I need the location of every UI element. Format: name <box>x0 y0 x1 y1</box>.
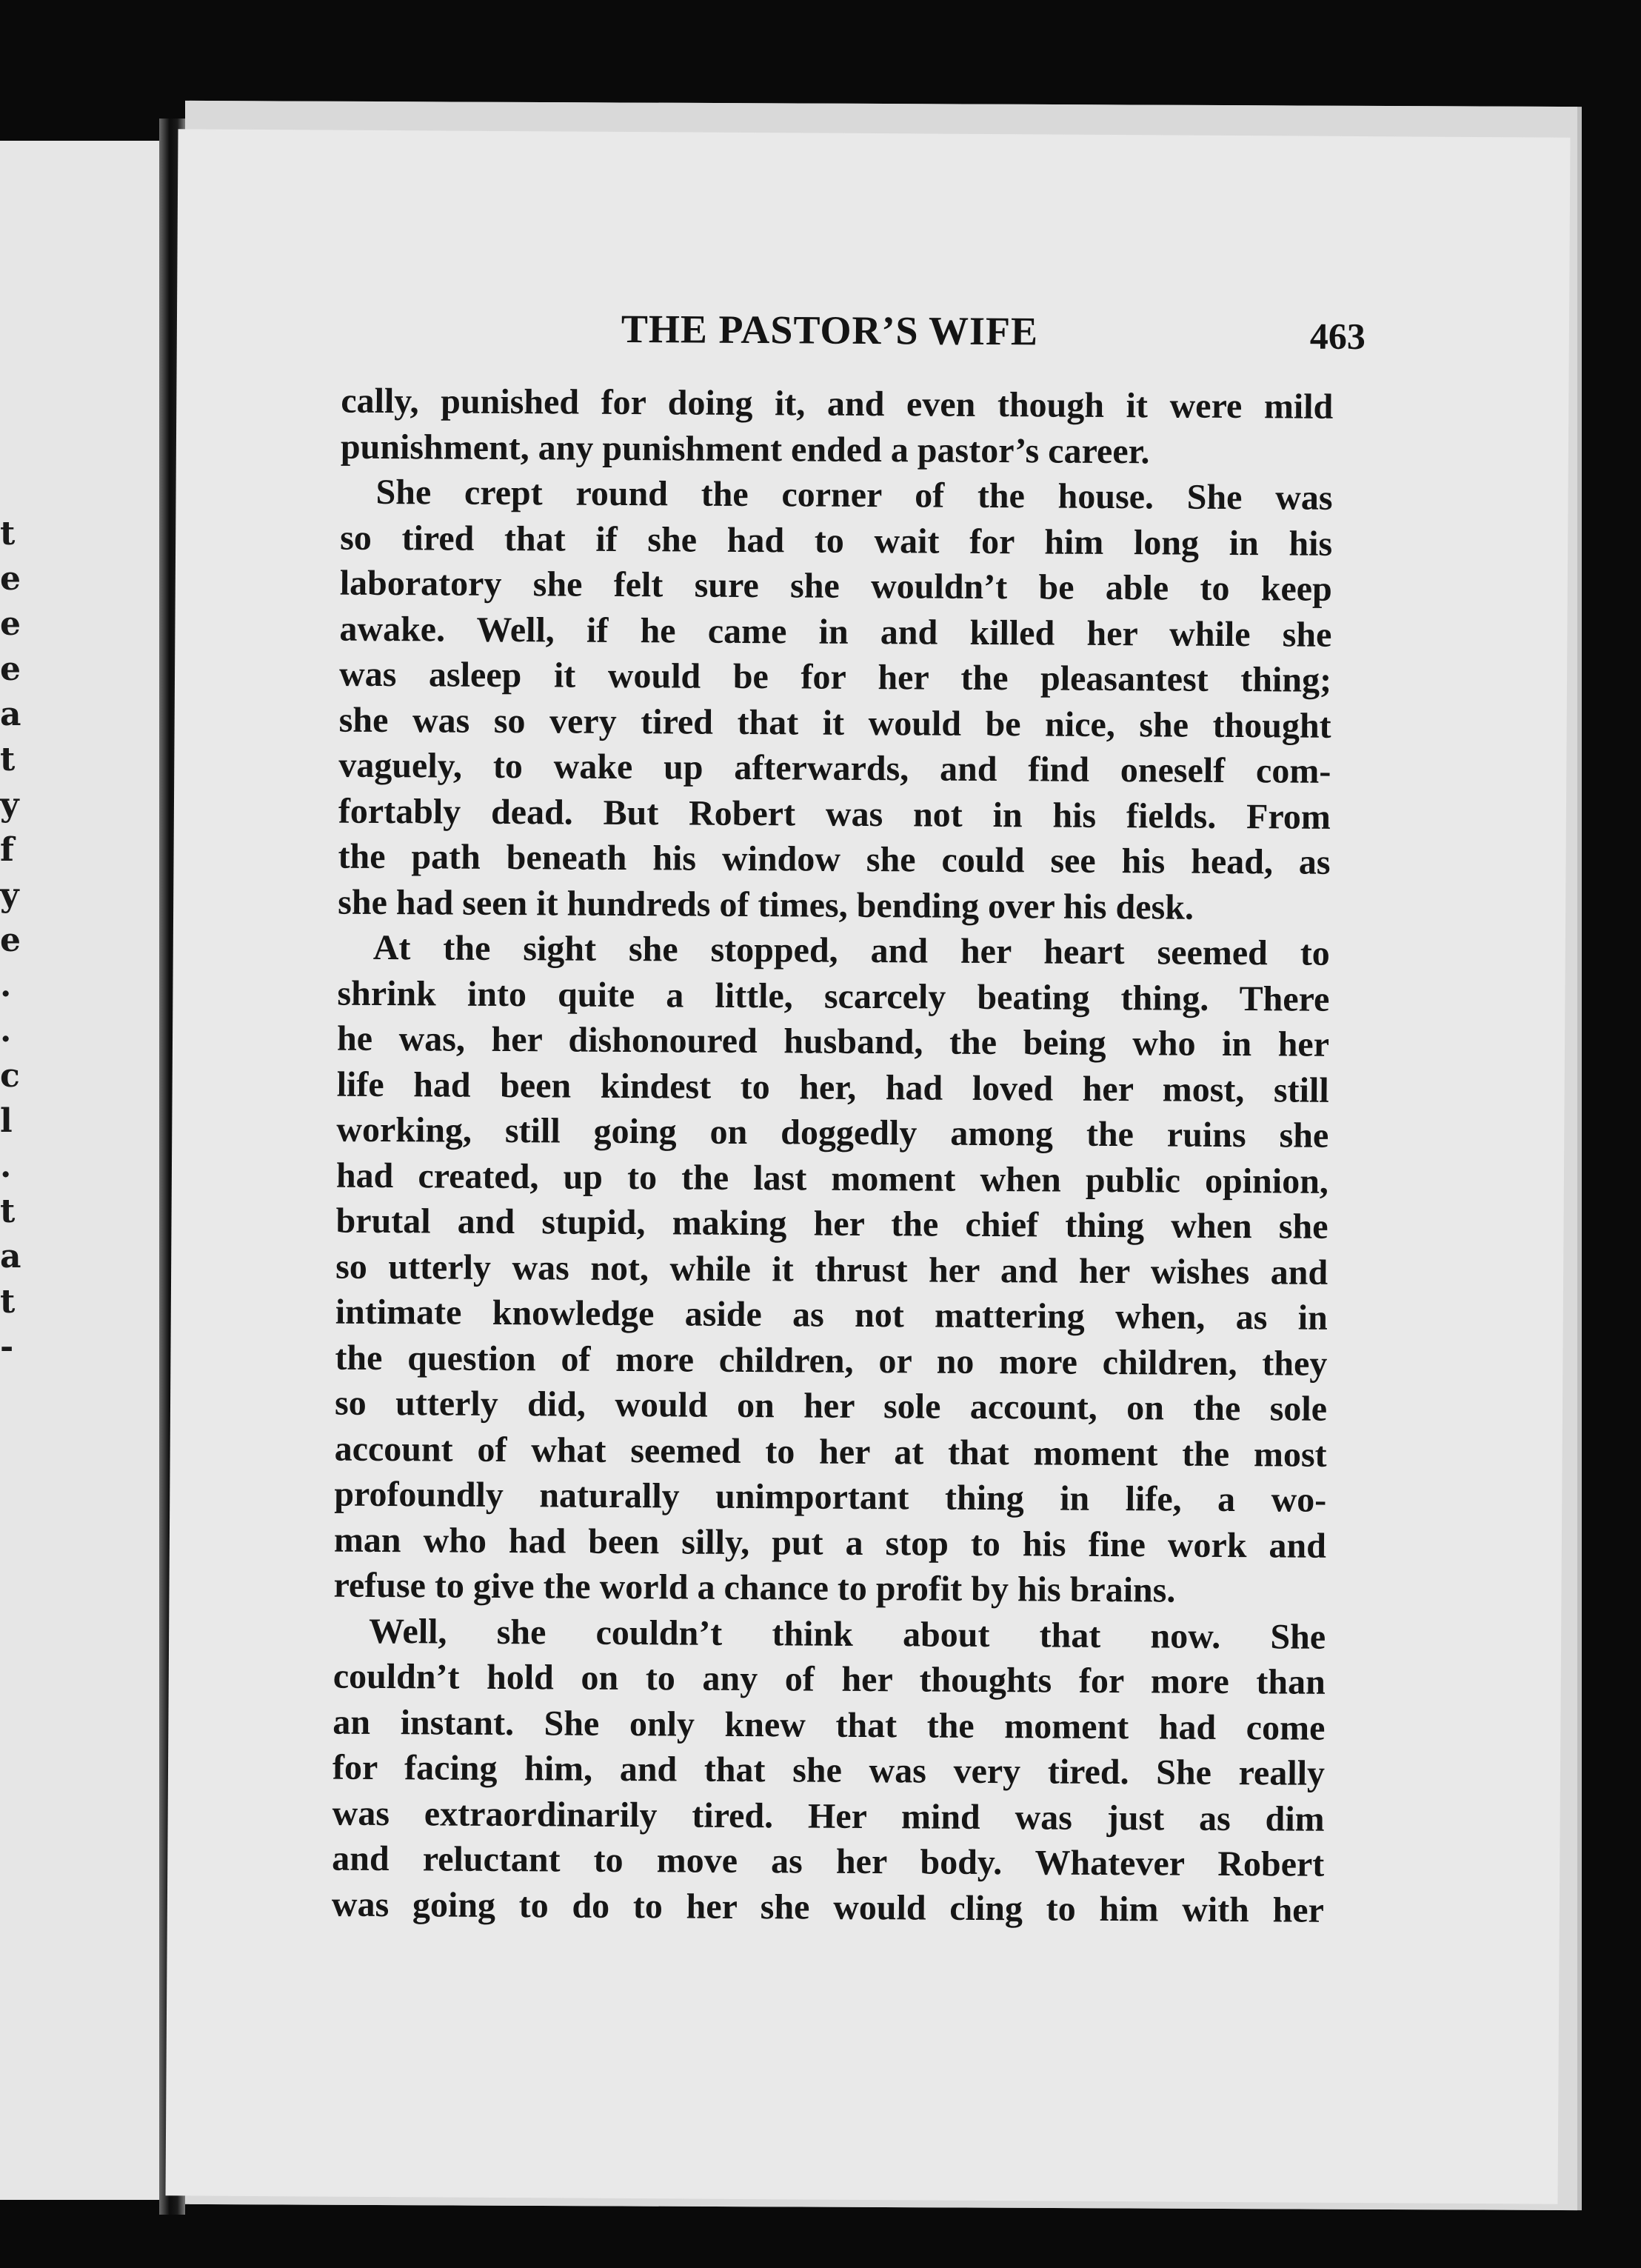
text-line: vaguely, to wake up afterwards, and find oneself com- <box>338 745 1331 791</box>
text-line: At the sight she stopped, and her heart seemed to <box>372 927 1330 973</box>
text-line: life had been kindest to her, had loved her most, still <box>336 1064 1329 1110</box>
text-line: and reluctant to move as her body. Whatever Robert <box>332 1838 1325 1884</box>
text-line: awake. Well, if he came in and killed her while she <box>339 609 1332 655</box>
text-line: she had seen it hundreds of times, bending over his desk. <box>338 882 1194 927</box>
text-line: working, still going on doggedly among the ruins she <box>336 1110 1329 1155</box>
text-line: was asleep it would be for her the pleasantest thing; <box>338 654 1332 700</box>
text-line: an instant. She only knew that the moment had come <box>332 1702 1326 1748</box>
left-page-letter: c <box>0 1057 20 1095</box>
left-page-letter: t <box>0 741 16 778</box>
left-page-letter: e <box>0 605 21 643</box>
text-line: she was so very tired that it would be nice, she thought <box>338 700 1331 746</box>
left-page-letter: a <box>0 696 21 733</box>
text-line: was extraordinarily tired. Her mind was just as dim <box>332 1793 1325 1839</box>
left-page-letter: t <box>0 515 16 553</box>
left-facing-page <box>0 141 170 2200</box>
left-page-letter: - <box>0 1328 14 1366</box>
page-header <box>177 303 1569 370</box>
text-line: couldn’t hold on to any of her thoughts for more than <box>332 1656 1326 1702</box>
left-page-letter: t <box>0 1283 16 1321</box>
page-number: 463 <box>1309 315 1366 358</box>
text-line: brutal and stupid, making her the chief thing when she <box>335 1201 1328 1247</box>
text-line: intimate knowledge aside as not mattering when, as in <box>335 1292 1328 1338</box>
text-line: She crept round the corner of the house. She was <box>375 472 1333 518</box>
text-line: for facing him, and that she was very tired. She really <box>332 1747 1326 1793</box>
body-text <box>332 378 1334 1933</box>
running-title: THE PASTOR’S WIFE <box>621 306 1039 354</box>
text-line: account of what seemed to her at that moment the most <box>334 1429 1327 1475</box>
text-line: shrink into quite a little, scarcely beating thing. There <box>337 973 1330 1019</box>
left-page-letter: a <box>0 1238 21 1275</box>
left-page-letter: t <box>0 1193 16 1230</box>
text-line: cally, punished for doing it, and even though it were mild <box>341 381 1334 427</box>
left-page-letter: y <box>0 786 19 824</box>
main-page <box>165 129 1570 2204</box>
text-line: fortably dead. But Robert was not in his fields. From <box>338 791 1331 837</box>
left-page-letter: e <box>0 650 21 688</box>
left-page-letter: f <box>0 831 14 869</box>
left-page-letter: . <box>0 1147 12 1185</box>
left-page-letter: l <box>0 1102 13 1140</box>
text-line: he was, her dishonoured husband, the being who in her <box>336 1018 1330 1064</box>
left-page-cropped-text <box>0 511 30 1370</box>
text-line: laboratory she felt sure she wouldn’t be able to keep <box>339 563 1332 609</box>
text-line: man who had been silly, put a stop to his fine work and <box>333 1520 1327 1566</box>
text-line: so utterly did, would on her sole account, on the sole <box>334 1383 1328 1429</box>
text-line: so tired that if she had to wait for him long in his <box>340 518 1333 564</box>
text-line: Well, she couldn’t think about that now. She <box>368 1611 1326 1657</box>
left-page-letter: e <box>0 560 21 598</box>
text-line: had created, up to the last moment when public opinion, <box>335 1155 1329 1201</box>
text-line: so utterly was not, while it thrust her and her wishes and <box>335 1247 1328 1293</box>
text-line: punishment, any punishment ended a pastor’s career. <box>340 427 1150 471</box>
text-line: was going to do to her she would cling to him with her <box>331 1884 1325 1930</box>
text-line: profoundly naturally unimportant thing in life, a wo- <box>334 1474 1327 1520</box>
left-page-letter: e <box>0 921 21 959</box>
text-line: the question of more children, or no more children, they <box>335 1338 1328 1384</box>
left-page-letter: . <box>0 967 12 1004</box>
left-page-letter: . <box>0 1012 12 1050</box>
left-page-letter: y <box>0 876 19 914</box>
text-line: refuse to give the world a chance to profit by his brains. <box>333 1565 1176 1610</box>
text-line: the path beneath his window she could see his head, as <box>338 836 1331 882</box>
